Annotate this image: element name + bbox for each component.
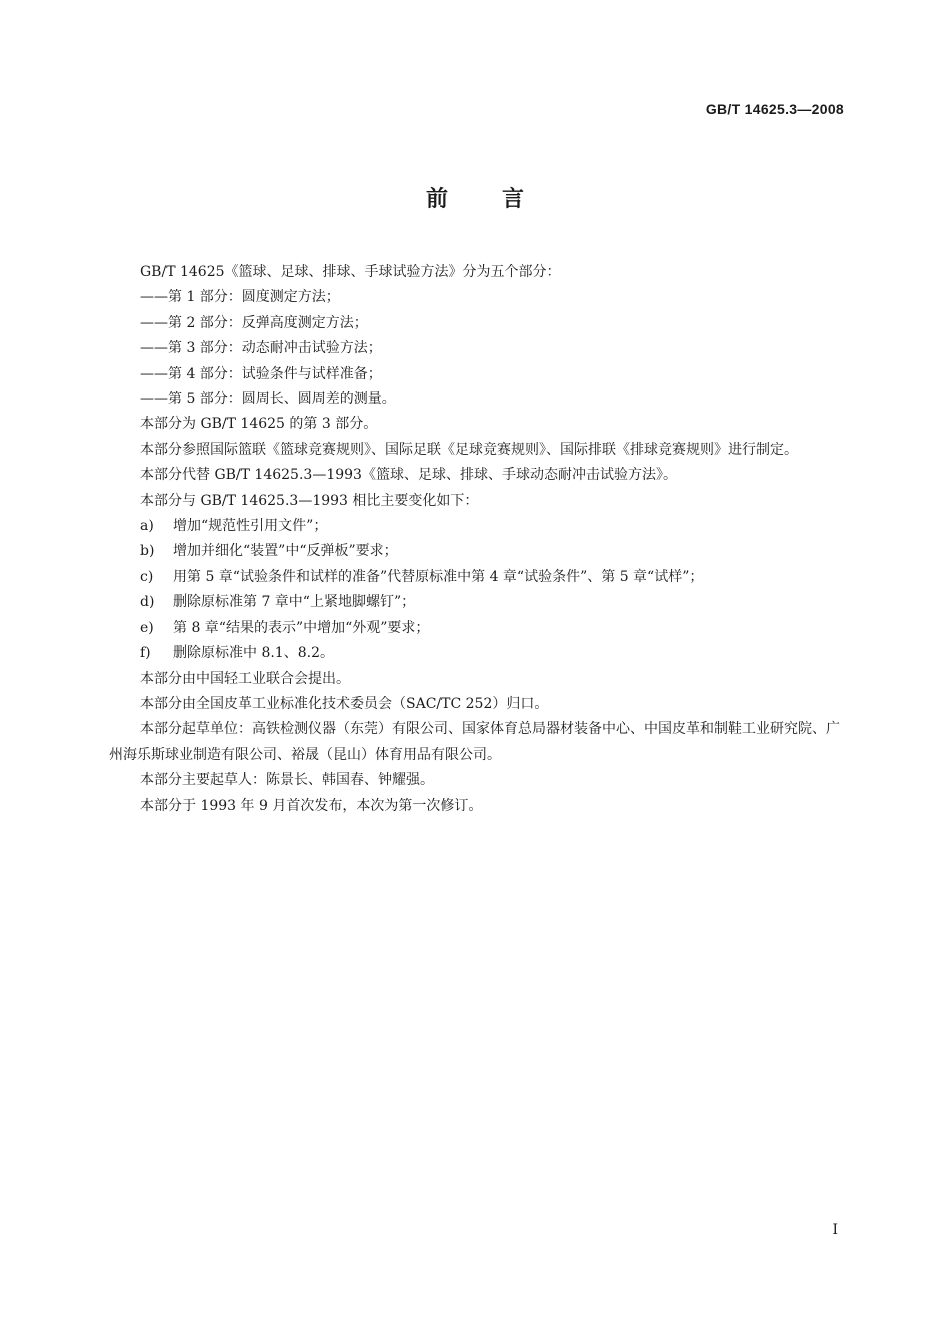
list-text: 用第 5 章“试验条件和试样的准备”代替原标准中第 4 章“试验条件”、第 5 章“试样”；	[173, 568, 704, 585]
part-list-item: ——第 3 部分：动态耐冲击试验方法；	[140, 340, 382, 357]
list-marker: b)	[140, 543, 155, 560]
change-item-e	[109, 616, 845, 641]
paragraph: 本部分代替 GB/T 14625.3—1993《篮球、足球、排球、手球动态耐冲击试验方法》。	[140, 467, 677, 484]
paragraph: 本部分由中国轻工业联合会提出。	[140, 670, 350, 687]
change-item-a	[109, 514, 845, 539]
paragraph: GB/T 14625《篮球、足球、排球、手球试验方法》分为五个部分：	[140, 264, 561, 280]
document-body	[109, 260, 845, 819]
paragraph: 本部分参照国际篮联《篮球竞赛规则》、国际足联《足球竞赛规则》、国际排联《排球竞赛规则》进行制定。	[140, 441, 798, 458]
page-number: I	[832, 1222, 838, 1238]
paragraph: 本部分与 GB/T 14625.3—1993 相比主要变化如下：	[140, 492, 479, 509]
paragraph: 本部分为 GB/T 14625 的第 3 部分。	[140, 416, 378, 433]
change-item-c	[109, 565, 845, 590]
list-marker: c)	[140, 568, 154, 585]
part-list-item: ——第 2 部分：反弹高度测定方法；	[140, 314, 368, 331]
list-text: 增加“规范性引用文件”；	[173, 518, 328, 535]
change-item-d	[109, 590, 845, 615]
change-item-f	[109, 641, 845, 666]
part-list-item: ——第 4 部分：试验条件与试样准备；	[140, 365, 382, 382]
page-title: 前言	[425, 187, 578, 212]
change-item-b	[109, 539, 845, 564]
list-marker: d)	[140, 594, 155, 611]
list-marker: f)	[140, 645, 151, 662]
paragraph: 本部分由全国皮革工业标准化技术委员会（SAC/TC 252）归口。	[140, 695, 549, 712]
part-list-item: ——第 1 部分：圆度测定方法；	[140, 289, 340, 306]
part-list-item: ——第 5 部分：圆周长、圆周差的测量。	[140, 391, 396, 408]
list-marker: e)	[140, 619, 154, 636]
paragraph: 本部分主要起草人：陈景长、韩国春、钟耀强。	[140, 772, 434, 789]
list-text: 删除原标准中 8.1、8.2。	[173, 645, 334, 662]
list-marker: a)	[140, 518, 154, 535]
list-text: 第 8 章“结果的表示”中增加“外观”要求；	[173, 619, 430, 636]
paragraph: 本部分起草单位：高铁检测仪器（东莞）有限公司、国家体育总局器材装备中心、中国皮革和制鞋工业研究院、广州海乐斯球业制造有限公司、裕晟（昆山）体育用品有限公司。	[109, 721, 840, 763]
list-text: 增加并细化“装置”中“反弹板”要求；	[173, 543, 398, 560]
standard-code: GB/T 14625.3—2008	[705, 101, 844, 117]
paragraph: 本部分于 1993 年 9 月首次发布，本次为第一次修订。	[140, 797, 483, 814]
list-text: 删除原标准第 7 章中“上紧地脚螺钉”；	[173, 594, 416, 611]
